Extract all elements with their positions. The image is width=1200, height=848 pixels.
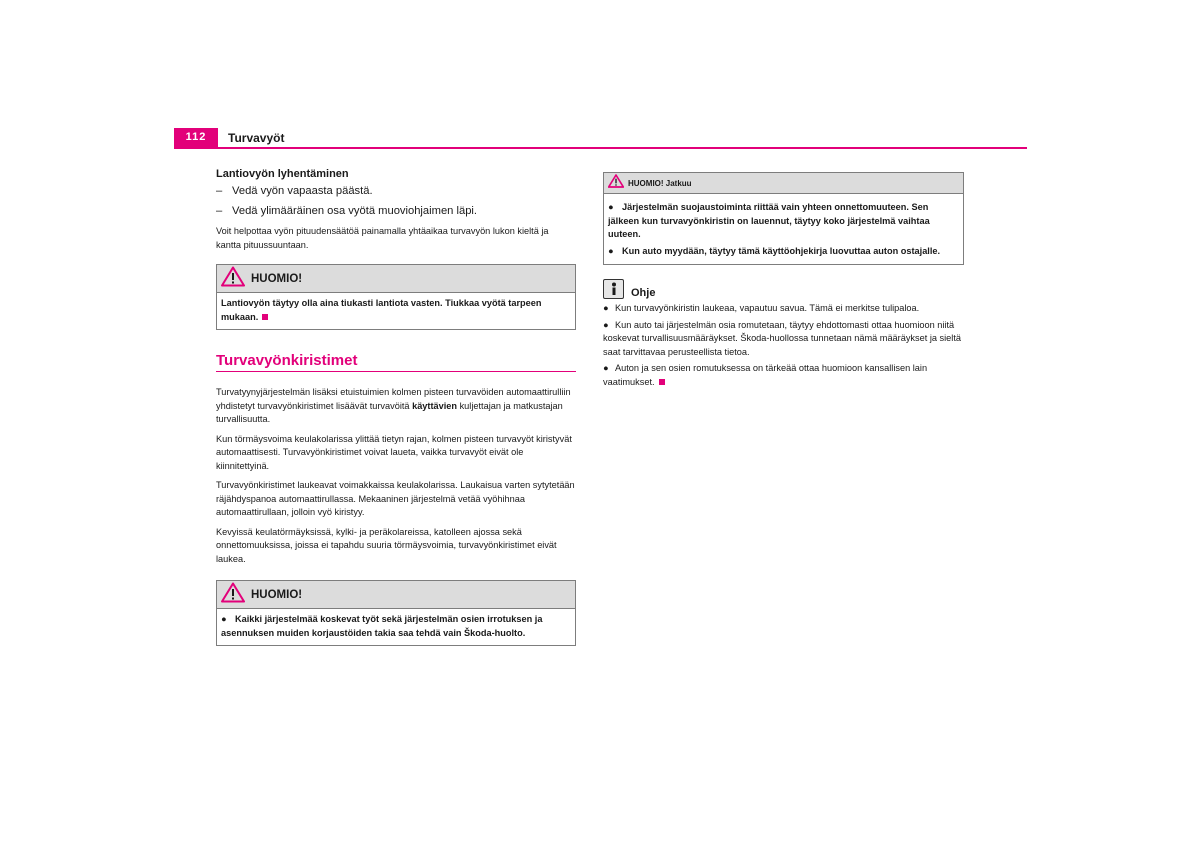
chapter-title: Turvavyöt [228, 131, 285, 145]
info-note-icon [603, 279, 624, 299]
warning-header [217, 265, 575, 293]
paragraph-bold: käyttävien [412, 400, 458, 411]
warning-item [608, 245, 959, 259]
page-number: 112 [174, 128, 218, 147]
subheading: Lantiovyön lyhentäminen [216, 168, 349, 180]
paragraph: Kevyissä keulatörmäyksissä, kylki- ja peräkolareissa, katolleen ajossa sekä onnettomuuksissa, joissa ei tapahdu suuria törmäysvoimia, turvavyönkiristimet eivät laukea. [216, 526, 557, 564]
note-item [603, 302, 964, 316]
bullet-icon: ● [603, 319, 609, 330]
warning-body [217, 609, 575, 645]
warning-label: HUOMIO! [251, 588, 303, 601]
note-item [603, 319, 964, 360]
note-header [603, 279, 964, 299]
warning-label: HUOMIO! Jatkuu [628, 178, 692, 188]
paragraph: Kun törmäysvoima keulakolarissa ylittää tietyn rajan, kolmen pisteen turvavyöt kiristyvät automaattisesti. Turvavyönkiristimet voivat laueta, vaikka turvavyöt eivät ole kiinnitettyinä. [216, 433, 572, 471]
step-marker: – [216, 185, 223, 197]
header-rule [174, 147, 1027, 149]
warning-box [216, 580, 576, 646]
warning-continued-box [603, 172, 964, 265]
paragraph: Turvavyönkiristimet laukeavat voimakkaissa keulakolarissa. Laukaisua varten sytytetään räjähdyspanoa automaattirullassa. Mekaaninen järjestelmä vetää vyöhihnaa automaattirullaan, jolloin vyö kiristyy. [216, 480, 575, 517]
step-text: Vedä ylimääräinen osa vyötä muoviohjaimen läpi. [232, 205, 478, 217]
note-item-text: Kun turvavyönkiristin laukeaa, vapautuu savua. Tämä ei merkitse tulipaloa. [615, 303, 920, 313]
note-item-text: Auton ja sen osien romutuksessa on tärkeää ottaa huomioon kansallisen lain vaatimukset. [603, 363, 928, 387]
paragraph-start: Turvatyynyjärjestelmän lisäksi etuistuimien kolmen pisteen turvavöiden automaattirulliin yhdistetyt turvavyönkiristimet lisäävät turvavöitä [216, 387, 571, 411]
end-square-icon [262, 314, 268, 320]
end-square-icon [659, 379, 665, 385]
warning-item-text: Järjestelmän suojaustoiminta riittää vain yhteen onnettomuuteen. Sen jälkeen kun turvavyönkiristin on lauennut, täytyy koko järjestelmä vaihtaa uuteen. [608, 202, 930, 239]
note-item [603, 362, 964, 389]
note-list [603, 302, 964, 389]
paragraph [216, 386, 576, 427]
bullet-icon: ● [603, 303, 609, 313]
right-column [603, 172, 964, 392]
bullet-icon: ● [608, 245, 614, 256]
step-item [216, 205, 576, 217]
warning-triangle-icon [221, 582, 245, 608]
warning-header [604, 173, 963, 194]
page-header [174, 128, 1027, 149]
paragraph-end: kuljettajan ja matkustajan turvallisuutta. [216, 400, 563, 424]
warning-body [604, 194, 963, 264]
note-label: Ohje [631, 287, 656, 299]
bullet-icon: ● [608, 202, 614, 212]
bullet-icon: ● [221, 614, 227, 624]
warning-box [216, 264, 576, 330]
note-item-text: Kun auto tai järjestelmän osia romutetaan, täytyy ehdottomasti ottaa huomioon niitä koskevat turvallisuusmääräykset. Škoda-huollossa tunnetaan nämä määräykset ja sieltä saat tarvittavaa perusteellista tietoa. [603, 319, 961, 357]
bullet-icon: ● [603, 363, 609, 373]
section-title: Turvavyönkiristimet [216, 352, 576, 372]
warning-header [217, 581, 575, 609]
paragraph: Voit helpottaa vyön pituudensäätöä painamalla yhtäaikaa turvavyön lukon kieltä ja kantta pituussuuntaan. [216, 226, 549, 250]
warning-triangle-icon [608, 174, 624, 193]
warning-text: Lantiovyön täytyy olla aina tiukasti lantiota vasten. Tiukkaa vyötä tarpeen mukaan. [221, 298, 542, 322]
step-marker: – [216, 205, 223, 217]
warning-text: Kaikki järjestelmää koskevat työt sekä järjestelmän osien irrotuksen ja asennuksen muiden korjaustöiden takia saa tehdä vain Škoda-huolto. [221, 614, 543, 638]
left-column [216, 168, 576, 654]
warning-item-text: Kun auto myydään, täytyy tämä käyttöohjekirja luovuttaa auton ostajalle. [622, 245, 941, 256]
step-item [216, 185, 576, 197]
step-text: Vedä vyön vapaasta päästä. [232, 185, 373, 197]
warning-body [217, 293, 575, 329]
warning-triangle-icon [221, 266, 245, 292]
warning-item [608, 201, 959, 242]
warning-label: HUOMIO! [251, 272, 303, 285]
